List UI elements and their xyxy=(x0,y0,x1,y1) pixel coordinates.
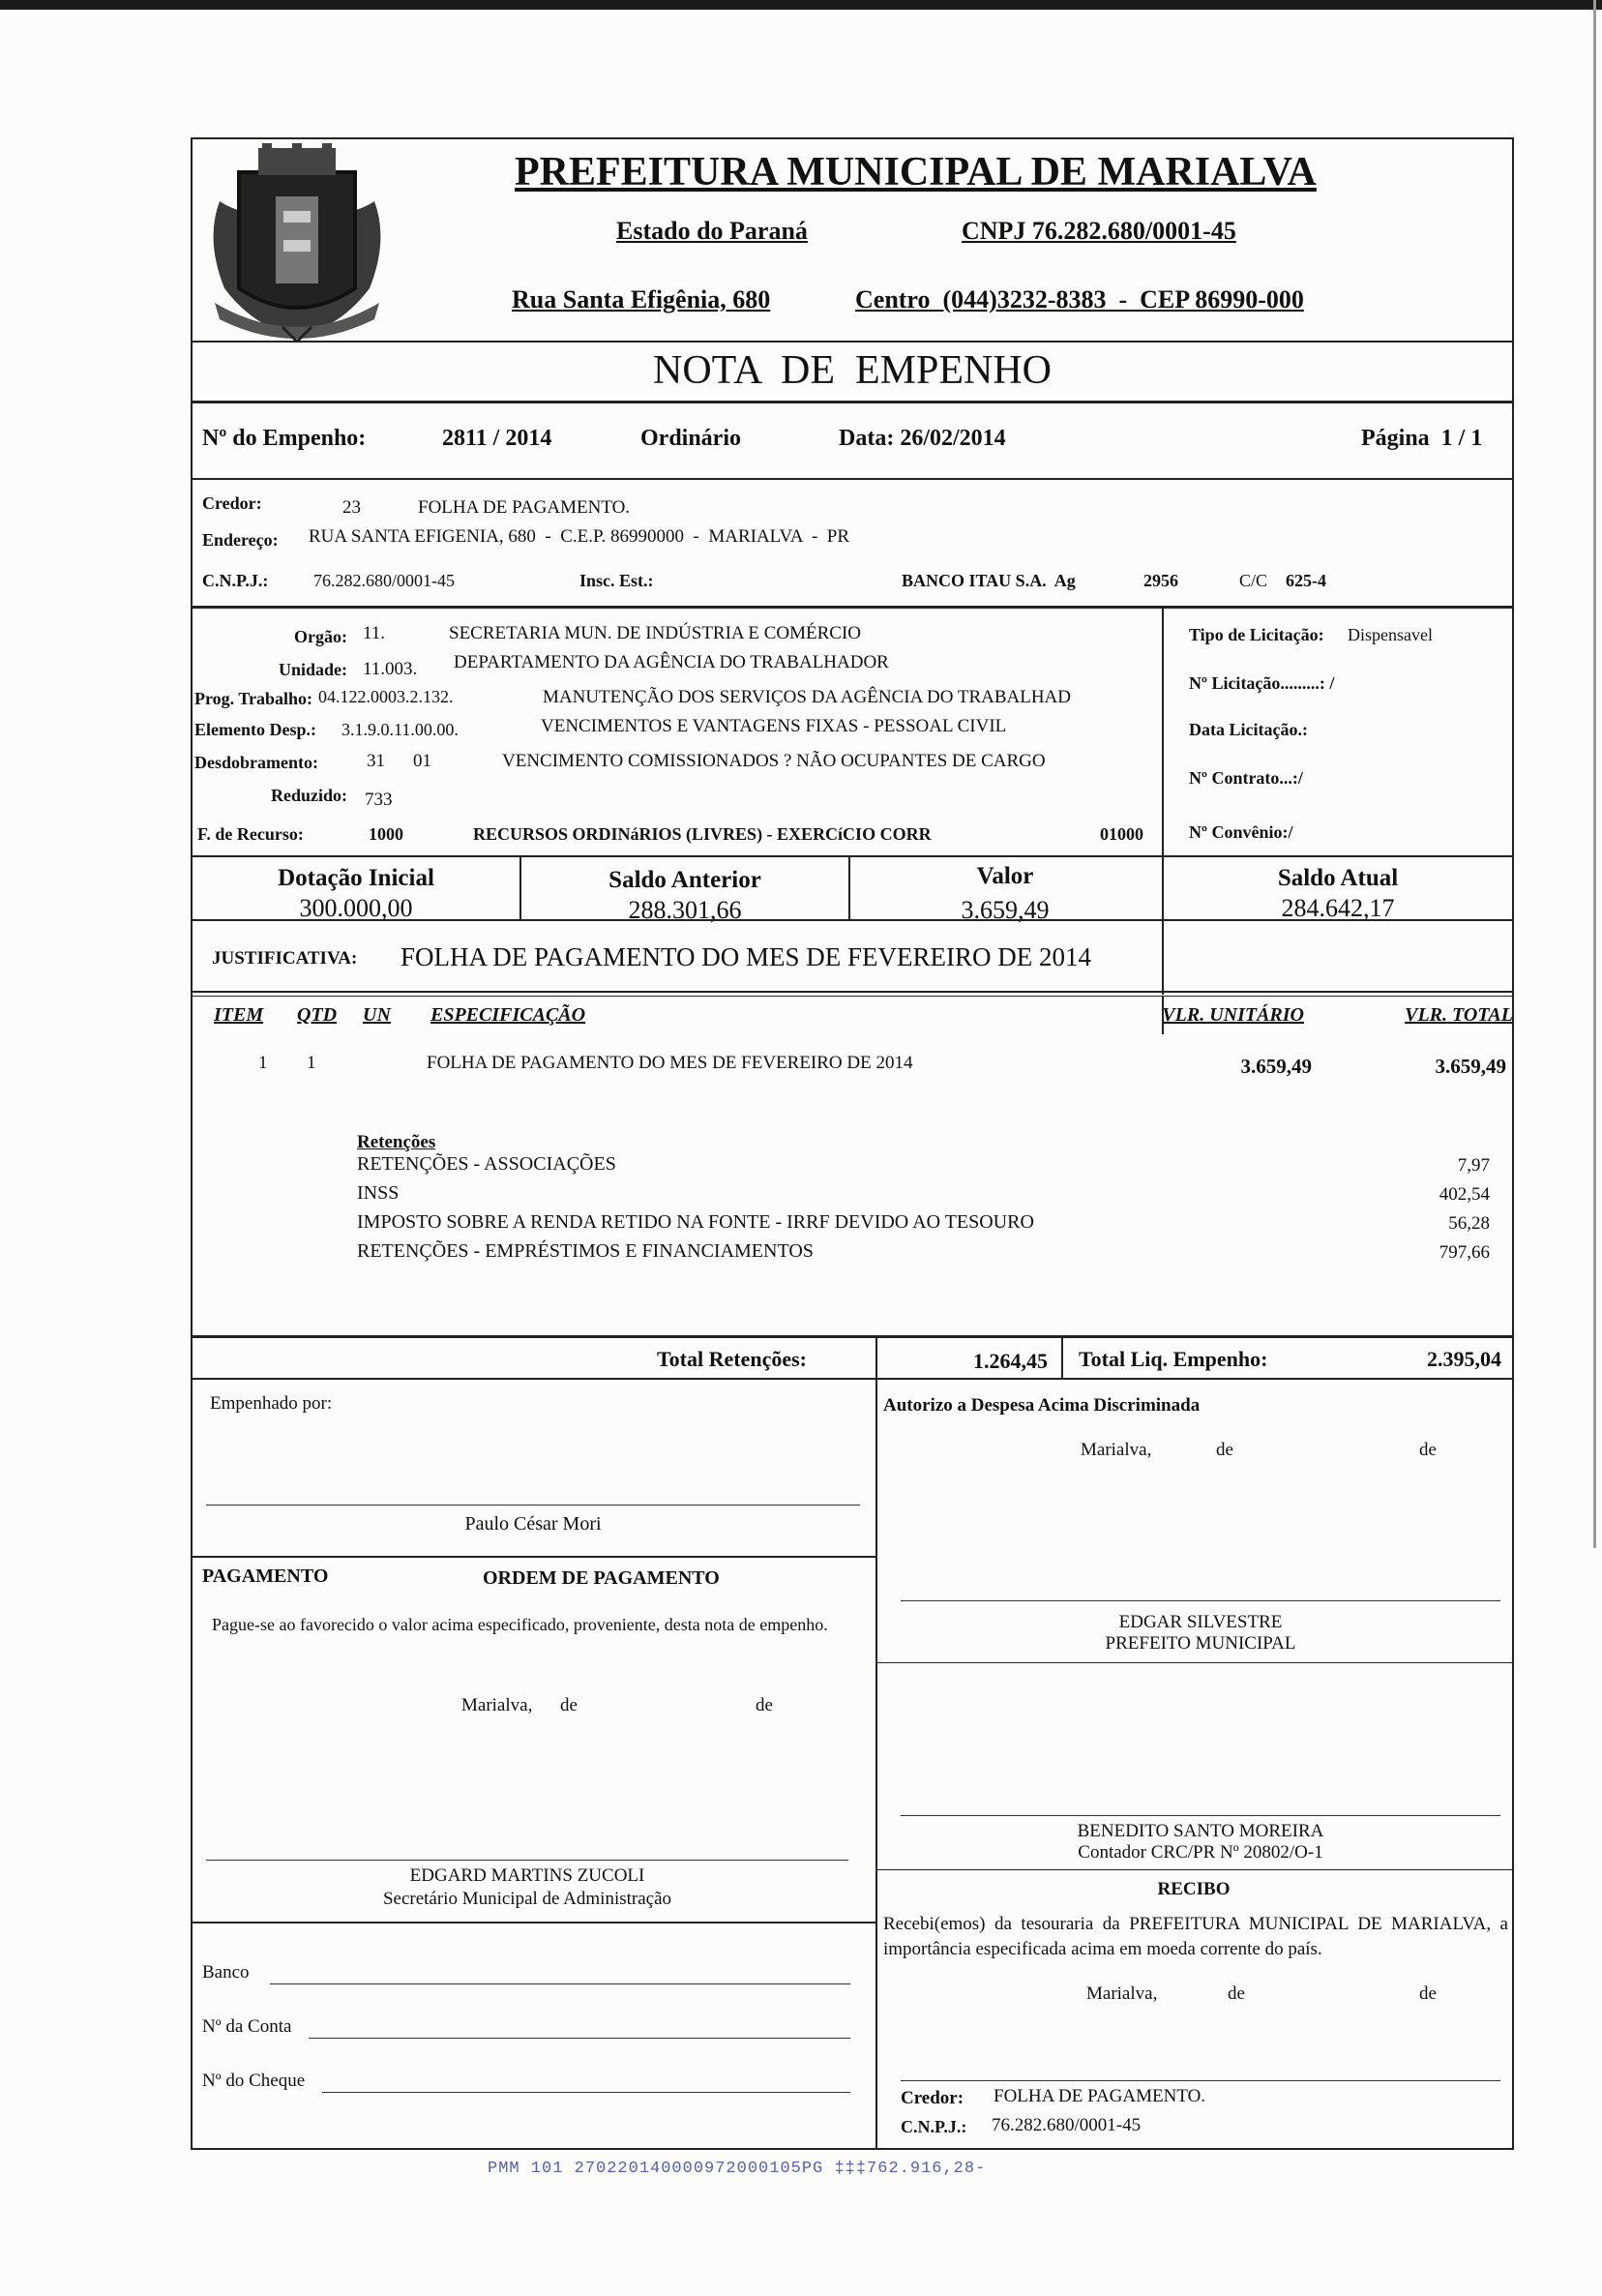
bank-authentication-stamp: PMM 101 270220140000972000105PG ‡‡‡762.916,28- xyxy=(488,2160,987,2178)
empenho-type: Ordinário xyxy=(640,426,742,451)
retencoes-title: Retenções xyxy=(357,1132,436,1152)
fonte-recurso-code: 1000 xyxy=(369,824,403,844)
desdobramento-code-2: 01 xyxy=(413,751,431,771)
reduzido-label: Reduzido: xyxy=(270,786,347,805)
empenho-number-label: Nº do Empenho: xyxy=(202,426,367,451)
prog-trabalho-name: MANUTENÇÃO DOS SERVIÇOS DA AGÊNCIA DO TRABALHAD xyxy=(543,687,1071,707)
recibo-de-1: de xyxy=(1228,1983,1245,2004)
contador-title: Contador CRC/PR Nº 20802/O-1 xyxy=(1078,1842,1323,1863)
item-spec: FOLHA DE PAGAMENTO DO MES DE FEVEREIRO DE 2014 xyxy=(427,1053,913,1073)
retencao-value: 797,66 xyxy=(1439,1242,1490,1263)
reduzido-code: 733 xyxy=(365,790,393,810)
valor-total-header: VLR. TOTAL xyxy=(1405,1004,1513,1026)
total-retencoes-label: Total Retenções: xyxy=(657,1347,807,1371)
autorizo-de-1: de xyxy=(1216,1440,1233,1460)
banco-field[interactable] xyxy=(270,1983,850,1984)
numero-convenio: Nº Convênio:/ xyxy=(1189,822,1293,842)
dotacao-inicial-value: 300.000,00 xyxy=(299,894,413,922)
credor-code: 23 xyxy=(342,497,361,518)
dotacao-inicial-label: Dotação Inicial xyxy=(278,865,434,891)
nota-de-empenho-form xyxy=(191,137,1514,2150)
document-title: NOTA DE EMPENHO xyxy=(653,348,1052,393)
item-header: ITEM xyxy=(214,1004,264,1026)
total-liquido-label: Total Liq. Empenho: xyxy=(1079,1347,1268,1371)
credor-label: Credor: xyxy=(202,493,262,513)
autorizo-text: Autorizo a Despesa Acima Discriminada xyxy=(883,1395,1201,1416)
retencao-label: INSS xyxy=(357,1182,400,1204)
numero-licitacao: Nº Licitação.........: / xyxy=(1189,673,1335,693)
empenhado-por-label: Empenhado por: xyxy=(210,1393,333,1414)
un-header: UN xyxy=(363,1004,391,1026)
item-qtd: 1 xyxy=(307,1053,316,1073)
orgao-code: 11. xyxy=(363,623,386,643)
cc-label: C/C xyxy=(1239,571,1268,590)
recibo-cnpj-label: C.N.P.J.: xyxy=(901,2117,967,2136)
prefeitura-title: PREFEITURA MUNICIPAL DE MARIALVA xyxy=(515,150,1317,194)
justificativa-label: JUSTIFICATIVA: xyxy=(212,948,358,969)
unidade-code: 11.003. xyxy=(363,659,418,679)
desdobramento-name: VENCIMENTO COMISSIONADOS ? NÃO OCUPANTES DE CARGO xyxy=(502,751,1046,771)
empenho-date: Data: 26/02/2014 xyxy=(839,426,1006,451)
prog-trabalho-code: 04.122.0003.2.132. xyxy=(318,687,454,706)
desdobramento-label: Desdobramento: xyxy=(194,753,318,772)
orgao-name: SECRETARIA MUN. DE INDÚSTRIA E COMÉRCIO xyxy=(449,623,861,643)
total-liquido-value: 2.395,04 xyxy=(1427,1347,1501,1371)
secretario-name: EDGARD MARTINS ZUCOLI xyxy=(409,1865,645,1886)
retencao-label: RETENÇÕES - EMPRÉSTIMOS E FINANCIAMENTOS xyxy=(357,1240,814,1262)
prefeitura-cnpj: CNPJ 76.282.680/0001-45 xyxy=(962,217,1236,245)
pagamento-place: Marialva, xyxy=(461,1695,533,1715)
state-name: Estado do Paraná xyxy=(616,217,808,245)
empenhado-por-name: Paulo César Mori xyxy=(464,1513,602,1535)
bank-name: BANCO ITAU S.A. Ag xyxy=(902,571,1076,590)
recibo-credor: FOLHA DE PAGAMENTO. xyxy=(994,2086,1206,2106)
insc-est-label: Insc. Est.: xyxy=(579,571,654,590)
prefeito-title: PREFEITO MUNICIPAL xyxy=(1105,1633,1296,1654)
saldo-atual-value: 284.642,17 xyxy=(1281,894,1395,922)
retencao-value: 56,28 xyxy=(1448,1213,1490,1234)
fonte-recurso-name: RECURSOS ORDINáRIOS (LIVRES) - EXERCíCIO CORR xyxy=(473,824,932,844)
recibo-place: Marialva, xyxy=(1086,1983,1158,2004)
cheque-label: Nº do Cheque xyxy=(202,2071,306,2091)
data-licitacao: Data Licitação.: xyxy=(1189,720,1308,739)
desdobramento-code-1: 31 xyxy=(367,751,385,771)
valor-unitario-header: VLR. UNITÁRIO xyxy=(1162,1004,1304,1026)
secretario-title: Secretário Municipal de Administração xyxy=(382,1889,672,1909)
pagamento-text: Pague-se ao favorecido o valor acima especificado, proveniente, desta nota de empenho. xyxy=(212,1615,828,1634)
pagamento-label: PAGAMENTO xyxy=(202,1565,329,1587)
saldo-atual-label: Saldo Atual xyxy=(1277,865,1399,891)
retencao-label: IMPOSTO SOBRE A RENDA RETIDO NA FONTE - IRRF DEVIDO AO TESOURO xyxy=(357,1211,1034,1233)
unidade-label: Unidade: xyxy=(278,660,347,679)
page-number: Página 1 / 1 xyxy=(1361,426,1483,451)
pagamento-de-2: de xyxy=(756,1695,773,1715)
item-number: 1 xyxy=(258,1053,268,1073)
autorizo-de-2: de xyxy=(1419,1440,1437,1460)
valor-label: Valor xyxy=(976,863,1034,889)
elemento-name: VENCIMENTOS E VANTAGENS FIXAS - PESSOAL CIVIL xyxy=(541,716,1007,736)
item-unit-value: 3.659,49 xyxy=(1240,1055,1312,1078)
orgao-label: Orgão: xyxy=(294,627,347,646)
unidade-name: DEPARTAMENTO DA AGÊNCIA DO TRABALHADOR xyxy=(454,652,889,672)
elemento-label: Elemento Desp.: xyxy=(194,720,316,739)
retencao-value: 7,97 xyxy=(1457,1155,1490,1176)
retencao-value: 402,54 xyxy=(1439,1184,1490,1205)
credor-cnpj: 76.282.680/0001-45 xyxy=(313,571,455,590)
fonte-recurso-code-2: 01000 xyxy=(1100,824,1143,844)
retencao-label: RETENÇÕES - ASSOCIAÇÕES xyxy=(357,1153,616,1175)
tipo-licitacao-label: Tipo de Licitação: xyxy=(1189,625,1324,644)
fonte-recurso-label: F. de Recurso: xyxy=(197,824,304,844)
recibo-cnpj: 76.282.680/0001-45 xyxy=(992,2115,1142,2135)
justificativa-text: FOLHA DE PAGAMENTO DO MES DE FEVEREIRO DE 2014 xyxy=(400,942,1092,971)
saldo-anterior-value: 288.301,66 xyxy=(628,896,742,924)
cheque-field[interactable] xyxy=(322,2092,850,2093)
especificacao-header: ESPECIFICAÇÃO xyxy=(430,1004,586,1026)
conta-label: Nº da Conta xyxy=(202,2016,292,2037)
item-total-value: 3.659,49 xyxy=(1435,1055,1506,1078)
recibo-credor-label: Credor: xyxy=(901,2088,964,2108)
empenho-number: 2811 / 2014 xyxy=(442,426,552,451)
credor-cnpj-label: C.N.P.J.: xyxy=(202,571,269,590)
recibo-text: Recebi(emos) da tesouraria da PREFEITURA MUNICIPAL DE MARIALVA, a importância especificada acima em moeda corrente do país. xyxy=(883,1914,1508,1959)
scan-top-edge xyxy=(0,0,1602,10)
cc-number: 625-4 xyxy=(1286,571,1326,590)
recibo-title: RECIBO xyxy=(1157,1879,1231,1899)
total-retencoes-value: 1.264,45 xyxy=(973,1349,1048,1373)
saldo-anterior-label: Saldo Anterior xyxy=(608,867,761,893)
street-address: Rua Santa Efigênia, 680 xyxy=(512,285,771,313)
autorizo-place: Marialva, xyxy=(1081,1440,1152,1460)
qtd-header: QTD xyxy=(297,1004,338,1026)
numero-contrato: Nº Contrato...:/ xyxy=(1189,768,1303,788)
scan-right-edge xyxy=(1593,0,1596,1548)
recibo-de-2: de xyxy=(1419,1983,1437,2004)
conta-field[interactable] xyxy=(309,2038,850,2039)
credor-address: RUA SANTA EFIGENIA, 680 - C.E.P. 86990000 - MARIALVA - PR xyxy=(309,526,850,547)
address-contact: Centro (044)3232-8383 - CEP 86990-000 xyxy=(855,285,1304,313)
tipo-licitacao: Dispensavel xyxy=(1348,625,1433,644)
pagamento-de-1: de xyxy=(560,1695,578,1715)
bank-agency: 2956 xyxy=(1143,571,1178,590)
banco-label: Banco xyxy=(202,1962,250,1983)
prog-trabalho-label: Prog. Trabalho: xyxy=(194,689,313,708)
valor-value: 3.659,49 xyxy=(961,896,1050,924)
prefeito-name: EDGAR SILVESTRE xyxy=(1118,1612,1283,1632)
credor-address-label: Endereço: xyxy=(202,530,279,550)
contador-name: BENEDITO SANTO MOREIRA xyxy=(1077,1821,1324,1841)
elemento-code: 3.1.9.0.11.00.00. xyxy=(341,720,459,739)
credor-name: FOLHA DE PAGAMENTO. xyxy=(418,497,631,518)
ordem-pagamento-title: ORDEM DE PAGAMENTO xyxy=(483,1567,720,1589)
coat-of-arms-icon xyxy=(200,143,394,343)
